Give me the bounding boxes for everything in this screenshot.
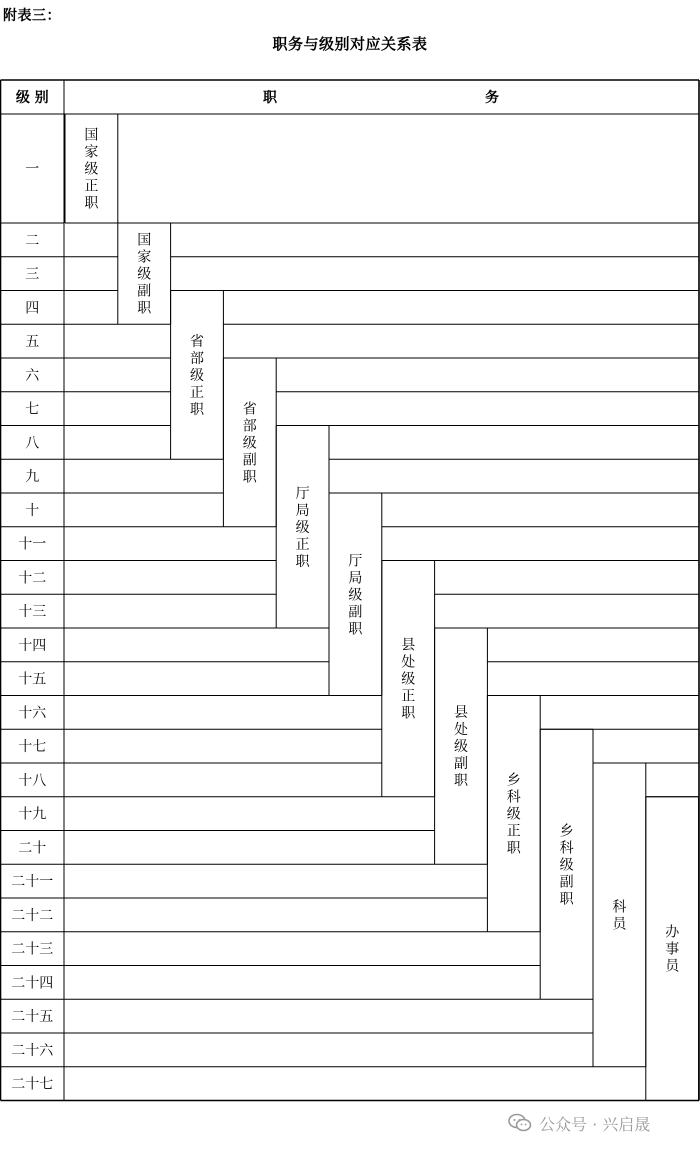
level-label: 十八: [18, 772, 47, 789]
level-label: 二十二: [11, 907, 54, 924]
position-name: 办事员: [665, 924, 680, 975]
position-name: 厅局级正职: [295, 485, 310, 570]
level-label: 十九: [18, 806, 47, 823]
position-name: 乡科级正职: [506, 772, 521, 857]
position-name: 国家级正职: [84, 127, 99, 212]
header-position: 职: [263, 90, 277, 106]
level-label: 十六: [18, 705, 47, 722]
level-label: 十: [25, 502, 40, 519]
watermark: [508, 1110, 650, 1136]
level-label: 十七: [18, 739, 47, 756]
level-label: 二十: [18, 840, 47, 857]
position-name: 乡科级副职: [559, 823, 574, 908]
header-level: 级 别: [15, 90, 49, 106]
position-name: 县处级正职: [401, 637, 416, 722]
level-label: 二十一: [11, 874, 54, 891]
level-label: 一: [25, 161, 40, 178]
position-name: 省部级正职: [190, 333, 204, 418]
position-name: 科员: [612, 899, 627, 933]
header-position: 务: [485, 90, 499, 106]
position-name: 国家级副职: [137, 232, 152, 317]
level-label: 二十五: [11, 1009, 54, 1026]
level-label: 九: [25, 469, 40, 486]
level-label: 三: [25, 266, 40, 283]
level-label: 十四: [18, 637, 47, 654]
level-label: 二十七: [11, 1076, 54, 1093]
watermark-text: 公众号 · 兴启晟: [539, 1114, 651, 1134]
level-label: 十一: [18, 536, 47, 553]
level-label: 五: [25, 334, 40, 351]
level-label: 二十三: [11, 941, 54, 958]
wechat-icon: [508, 1113, 532, 1133]
position-name: 县处级副职: [454, 705, 468, 790]
position-name: 省部级副职: [242, 401, 257, 486]
level-label: 十二: [18, 570, 47, 587]
position-name: 厅局级副职: [348, 553, 363, 638]
level-label: 七: [25, 401, 40, 418]
level-label: 二十四: [11, 975, 54, 992]
table-title: 职务与级别对应关系表: [272, 35, 428, 53]
level-label: 六: [25, 367, 40, 384]
level-label: 二: [25, 232, 40, 249]
level-label: 十三: [18, 604, 47, 621]
appendix-label: 附表三：: [3, 8, 61, 24]
level-label: 十五: [18, 671, 47, 688]
level-label: 四: [25, 300, 40, 317]
level-label: 二十六: [11, 1042, 54, 1059]
level-label: 八: [25, 435, 40, 452]
